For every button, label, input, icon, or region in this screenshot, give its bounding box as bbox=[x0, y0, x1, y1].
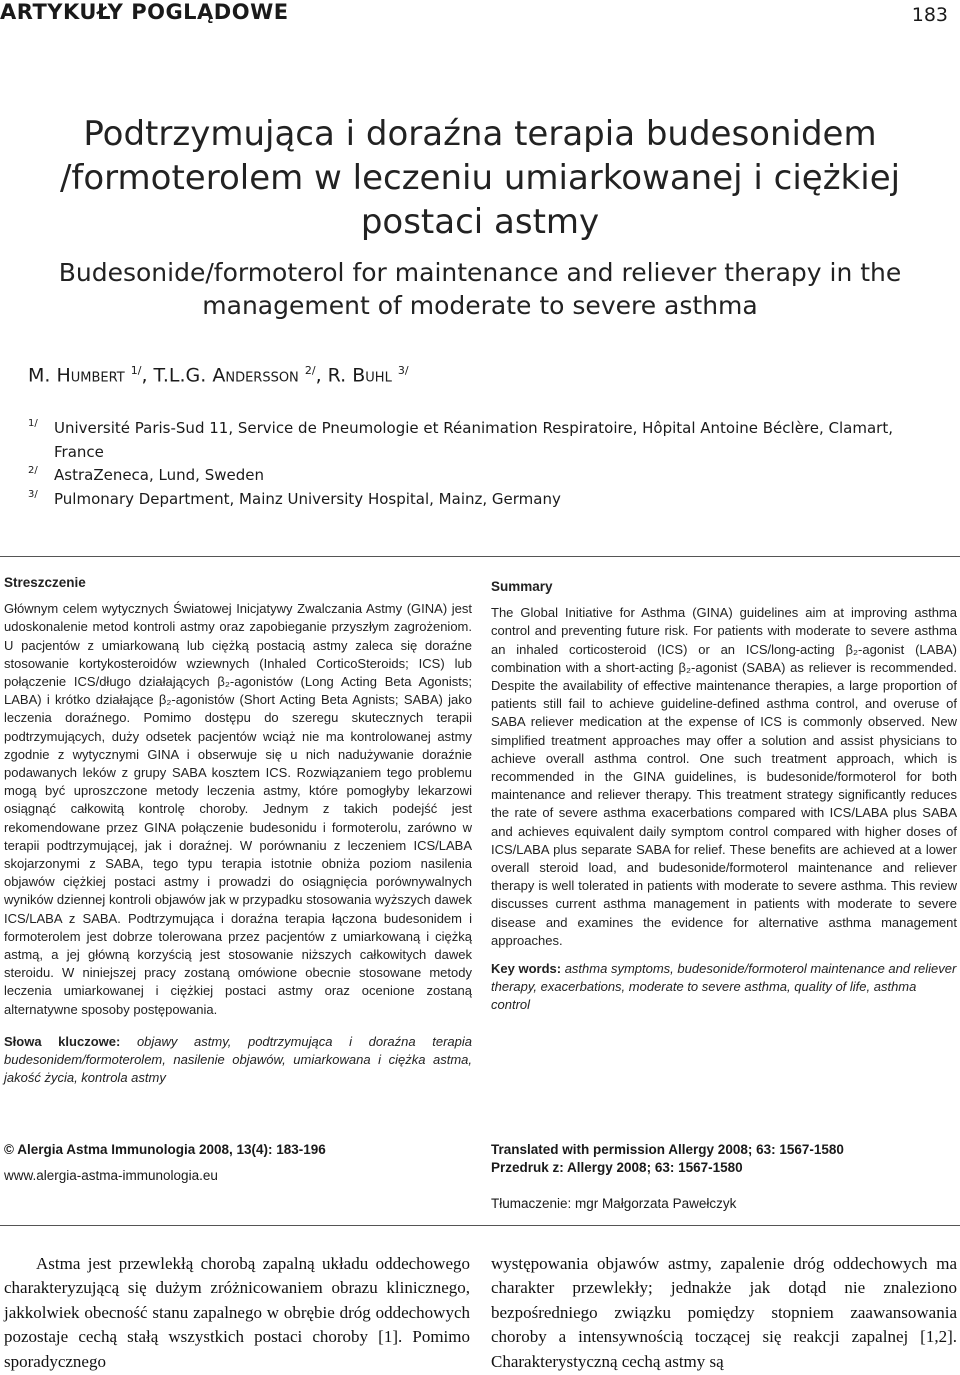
author-name: Andersson bbox=[212, 364, 299, 387]
keywords-polish bbox=[4, 1033, 472, 1088]
title-line: /formoterolem w leczeniu umiarkowanej i ciężkiej bbox=[59, 158, 901, 198]
abstract-polish bbox=[4, 574, 472, 1087]
affiliation-text: AstraZeneca, Lund, Sweden bbox=[54, 466, 264, 484]
citation-block bbox=[4, 1141, 474, 1185]
author-affiliation-mark: 3/ bbox=[397, 364, 409, 377]
abstract-heading: Streszczenie bbox=[4, 575, 86, 590]
section-divider bbox=[0, 556, 960, 557]
journal-citation: © Alergia Astma Immunologia 2008, 13(4): 183-196 bbox=[4, 1142, 326, 1157]
author-name: Humbert bbox=[56, 364, 125, 387]
author-prefix: , R. bbox=[315, 364, 353, 387]
article-title-polish bbox=[40, 112, 920, 244]
author-affiliation-mark: 2/ bbox=[304, 364, 316, 377]
title-line: Podtrzymująca i doraźna terapia budesonidem bbox=[83, 114, 877, 154]
keywords-english bbox=[491, 960, 957, 1015]
body-column-right: występowania objawów astmy, zapalenie dróg oddechowych ma charakter przewlekły; jednakże jak dotąd nie znaleziono bezpośredniego związku pomiędzy stopniem zaawansowania choroby a intensywnością toczącej się reakcji zapalnej [1,2]. Charakterystyczną cechą astmy są bbox=[491, 1254, 957, 1371]
abstract-english bbox=[491, 578, 957, 1015]
section-divider bbox=[0, 1225, 960, 1226]
translation-block bbox=[491, 1141, 957, 1177]
summary-text: The Global Initiative for Asthma (GINA) guidelines aim at improving asthma control and preventing future risk. For patients with moderate to severe asthma an inhaled corticosteroid (ICS) or an ICS/long-acting β₂-agonist (LABA) combination with a short-acting β₂-agonist (SABA) as reliever is recommended. Despite the availability of effective maintenance therapies, a large proportion of patients still fail to achieve guideline-defined asthma control, and overuse of SABA reliever medication at the expense of ICS is commonly observed. New simplified treatment approaches may offer a solution and assist physicians to achieve overall asthma control. One such treatment approach, which is recommended in the GINA guidelines, is budesonide/formoterol for both maintenance and reliever therapy. This treatment strategy significantly reduces the rate of severe asthma exacerbations compared with ICS/LABA plus SABA and achieves equivalent daily symptom control compared with higher doses of ICS/LABA plus separate SABA for relief. These benefits are achieved at a lower overall steroid load, and budesonide/formoterol maintenance and reliever therapy is well tolerated in patients with moderate to severe asthma. This review discusses current asthma management in patients with moderate to severe disease and examines the evidence for alternative asthma management approaches. bbox=[491, 605, 957, 948]
author-prefix: M. bbox=[28, 364, 57, 387]
article-title-english bbox=[40, 256, 920, 322]
keywords-text: objawy astmy, podtrzymująca i doraźna terapia budesonidem/formoterolem, nasilenie objawów, umiarkowana i ciężka astma, jakość życia, kontrola astmy bbox=[4, 1033, 472, 1086]
translator-note: Tłumaczenie: mgr Małgorzata Pawełczyk bbox=[491, 1196, 737, 1211]
affiliation-text: Université Paris-Sud 11, Service de Pneumologie et Réanimation Respiratoire, Hôpital Antoine Béclère, Clamart, bbox=[54, 419, 893, 437]
body-column-left: Astma jest przewlekłą chorobą zapalną układu oddechowego charakteryzującą się dużym zróżnicowaniem obrazu klinicznego, jakkolwiek obecność stanu zapalnego w obrębie dróg oddechowych pozostaje cechą stałą wszystkich postaci choroby [1]. Pomimo sporadycznego bbox=[4, 1254, 470, 1371]
abstract-text: Głównym celem wytycznych Światowej Inicjatywy Zwalczania Astmy (GINA) jest udoskonalenie metod kontroli astmy oraz zapobieganie przyszłym zagrożeniom. U pacjentów z umiarkowaną lub ciężką postacią astmy zaleca się doraźne stosowanie kortykosteroidów wziewnych (Inhaled CorticoSteroids; ICS) lub połączenie ICS/długo działających β₂-agonistów (Long Acting Beta Agonists; LABA) i krótko działające β₂-agonistów (Short Acting Beta Agnists; SABA) jako leczenia doraźnego. Pomimo dostępu do szeregu skutecznych terapii podtrzymujących, duży odsetek pacjentów wciąż nie ma kontrolowanej astmy zgodnie z wytycznymi GINA i obserwuje się u nich nadużywanie doraźnie podawanych leków z grupy SABA kosztem ICS. Rozwiązaniem tego problemu mogą być uproszczone metody leczenia astmy, które pomogłyby lekarzowi osiągnąć całkowitą kontrolę choroby. Jednym z takich podejść jest rekomendowane przez GINA połączenie budesonidu i formoterolu, zarówno w terapii podtrzymującej, jak i doraźnej. W porównaniu z leczeniem ICS/LABA skojarzonymi z SABA, tego typu terapia istotnie obniża poziom nasilenia objawów ciężkiej postaci astmy i prowadzi do osiągnięcia porównywalnych wyników dziennej kontroli objawów jak w przypadku stosowania wyższych dawek ICS/LABA z SABA. Podtrzymująca i doraźna terapia łączona budesonidem i formoterolem jest dobrze tolerowana przez pacjentów z umiarkowaną i ciężką astmą, a jej główną korzyścią jest stosowanie niższych całkowitych dawek steroidu. W niniejszej pracy zostaną omówione obecnie stosowane metody leczenia umiarkowanej i ciężkiej postaci astmy oraz ocenione zostaną alternatywne sposoby postępowania. bbox=[4, 601, 472, 1017]
author-list bbox=[28, 364, 409, 386]
affiliation-number: 1/ bbox=[28, 418, 38, 429]
journal-website[interactable]: www.alergia-astma-immunologia.eu bbox=[4, 1168, 218, 1183]
translation-note: Translated with permission Allergy 2008; 63: 1567-1580 bbox=[491, 1142, 844, 1157]
affiliation-number: 3/ bbox=[28, 489, 38, 500]
keywords-label: Słowa kluczowe: bbox=[4, 1033, 121, 1049]
reprint-note: Przedruk z: Allergy 2008; 63: 1567-1580 bbox=[491, 1160, 743, 1175]
keywords-text: asthma symptoms, budesonide/formoterol maintenance and reliever therapy, exacerbations, moderate to severe asthma, quality of life, asthma control bbox=[491, 961, 957, 1013]
title-line: Budesonide/formoterol for maintenance and reliever therapy in the bbox=[58, 258, 902, 287]
title-line: management of moderate to severe asthma bbox=[202, 291, 758, 320]
section-header: ARTYKUŁY POGLĄDOWE bbox=[0, 0, 289, 24]
summary-heading: Summary bbox=[491, 579, 553, 594]
author-prefix: , T.L.G. bbox=[141, 364, 213, 387]
author-name: Buhl bbox=[352, 364, 392, 387]
author-affiliation-mark: 1/ bbox=[130, 364, 142, 377]
affiliation-number: 2/ bbox=[28, 465, 38, 476]
title-line: postaci astmy bbox=[360, 202, 600, 242]
affiliation-text: Pulmonary Department, Mainz University Hospital, Mainz, Germany bbox=[54, 490, 561, 508]
keywords-label: Key words: bbox=[491, 961, 562, 977]
page-number: 183 bbox=[911, 4, 948, 26]
affiliation-text: France bbox=[54, 443, 104, 461]
